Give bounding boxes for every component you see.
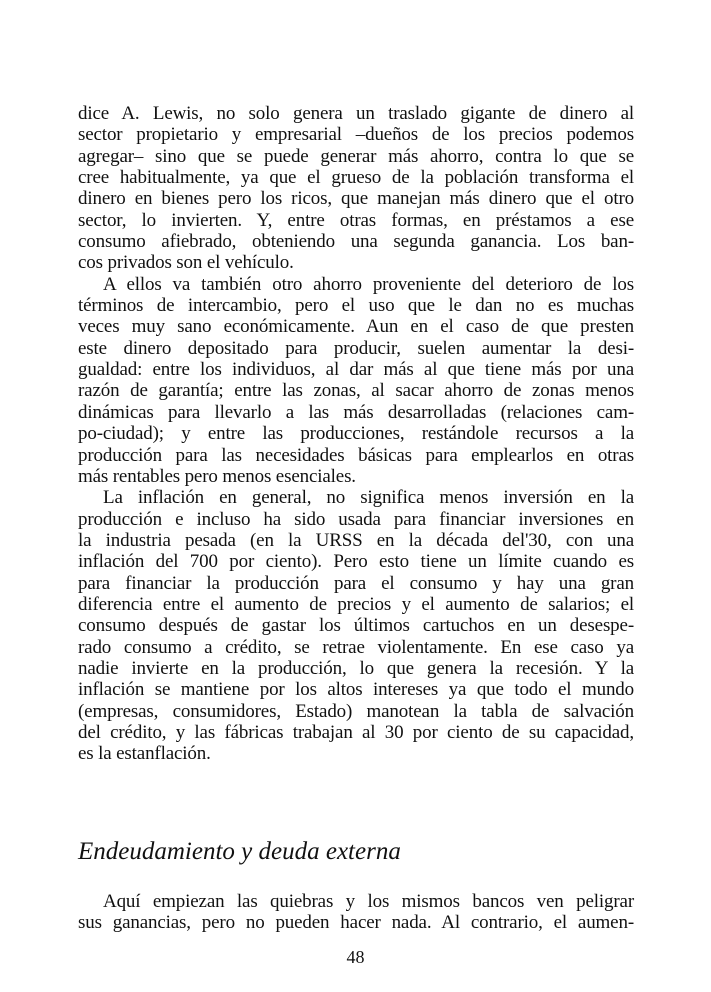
text-line: rado consumo a crédito, se retrae violentamente. En ese caso ya [78, 636, 634, 658]
text-line: para financiar la producción para el consumo y hay una gran [78, 572, 634, 594]
section-heading: Endeudamiento y deuda externa [78, 838, 401, 865]
text-line: producción e incluso ha sido usada para financiar inversiones en [78, 508, 634, 530]
text-line: gualdad: entre los individuos, al dar más al que tiene más por una [78, 359, 634, 381]
text-line: Aquí empiezan las quiebras y los mismos bancos ven peligrar [103, 891, 634, 912]
text-line: nadie invierte en la producción, lo que genera la recesión. Y la [78, 657, 634, 679]
text-line: la industria pesada (en la URSS en la década del'30, con una [78, 529, 634, 551]
text-line: diferencia entre el aumento de precios y el aumento de salarios; el [78, 593, 634, 615]
text-line: consumo después de gastar los últimos cartuchos en un desespe- [78, 615, 634, 637]
text-line: sus ganancias, pero no pueden hacer nada. Al contrario, el aumen- [78, 912, 634, 934]
paragraph [78, 103, 634, 274]
page-number: 48 [346, 947, 365, 967]
text-line: po-ciudad); y entre las producciones, restándole recursos a la [78, 423, 634, 445]
text-line: del crédito, y las fábricas trabajan al 30 por ciento de su capacidad, [78, 721, 634, 743]
text-line: cree habitualmente, ya que el grueso de la población transforma el [78, 167, 634, 189]
text-line: (empresas, consumidores, Estado) manotean la tabla de salvación [78, 700, 634, 722]
text-line: este dinero depositado para producir, suelen aumentar la desi- [78, 337, 634, 359]
body-text [78, 103, 634, 765]
text-line: dinámicas para llevarlo a las más desarrolladas (relaciones cam- [78, 401, 634, 423]
text-line: inflación del 700 por ciento). Pero esto tiene un límite cuando es [78, 551, 634, 573]
text-line: veces muy sano económicamente. Aun en el caso de que presten [78, 316, 634, 338]
paragraph [78, 487, 634, 764]
text-line: dinero en bienes pero los ricos, que manejan más dinero que el otro [78, 188, 634, 210]
text-line: sector, lo invierten. Y, entre otras formas, en préstamos a ese [78, 209, 634, 231]
text-line: términos de intercambio, pero el uso que le dan no es muchas [78, 295, 634, 317]
text-line: agregar– sino que se puede generar más ahorro, contra lo que se [78, 145, 634, 167]
paragraph [78, 891, 634, 934]
text-line: cos privados son el vehículo. [78, 252, 294, 274]
text-line: La inflación en general, no significa menos inversión en la [103, 487, 634, 509]
text-line: producción para las necesidades básicas para emplearlos en otras [78, 444, 634, 466]
section-paragraph [78, 891, 634, 934]
text-line: sector propietario y empresarial –dueños de los precios podemos [78, 124, 634, 146]
text-line: A ellos va también otro ahorro proveniente del deterioro de los [103, 273, 634, 295]
text-line: razón de garantía; entre las zonas, al sacar ahorro de zonas menos [78, 380, 634, 402]
text-line: dice A. Lewis, no solo genera un traslado gigante de dinero al [78, 103, 634, 124]
text-line: más rentables pero menos esenciales. [78, 465, 356, 487]
text-line: inflación se mantiene por los altos intereses ya que todo el mundo [78, 679, 634, 701]
paragraph [78, 274, 634, 487]
text-line: es la estanflación. [78, 743, 211, 765]
text-line: consumo afiebrado, obteniendo una segunda ganancia. Los ban- [78, 231, 634, 253]
